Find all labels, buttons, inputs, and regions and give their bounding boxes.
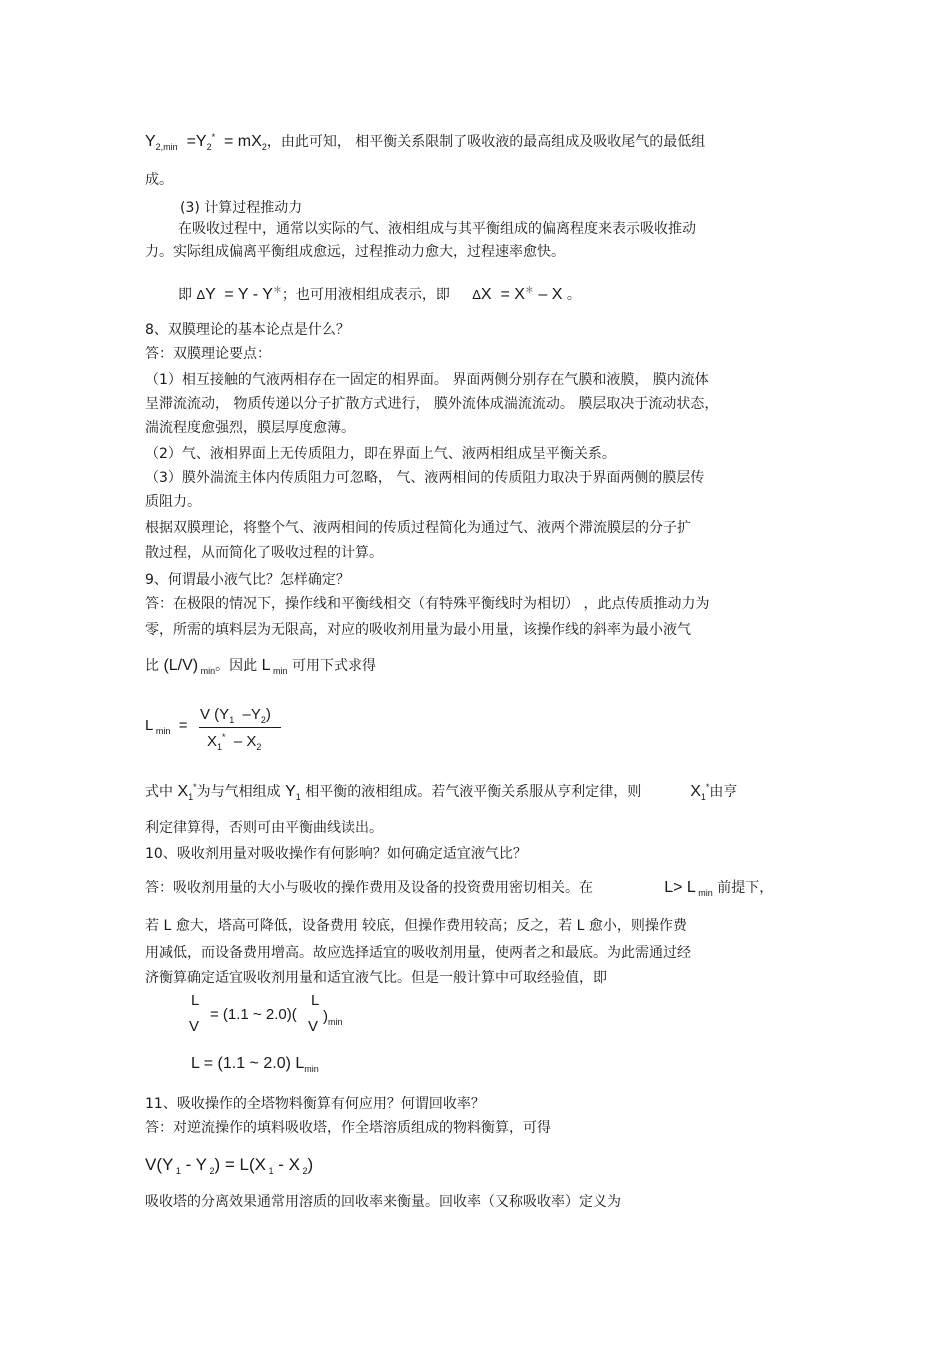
answer-8: 答：双膜理论要点：: [145, 346, 271, 362]
question-11: 11、吸收操作的全塔物料衡算有何应用？何谓回收率？: [145, 1096, 485, 1112]
line-02: 成。: [145, 172, 173, 188]
formula-balance: V(Y $_1$ - Y $_2$) = L(X $_1$ - X $_2$): [145, 1155, 314, 1176]
eq-delta-x: ΔX = X＊ – X: [472, 285, 563, 303]
answer-10c: 若 L 愈大，塔高可降低，设备费用 较底，但操作费用较高；反之，若 L 愈小，则操作费: [145, 918, 687, 934]
line-05: 力。实际组成偏离平衡组成愈远，过程推动力愈大，过程速率愈快。: [145, 244, 565, 260]
answer-11: 答：对逆流操作的填料吸收塔，作全塔溶质组成的物料衡算，可得: [145, 1120, 551, 1136]
line-06: 即 ΔY = Y - Y＊；也可用液相组成表示，即 ΔX = X＊ – X 。: [178, 285, 581, 303]
summary-1: 根据双膜理论，将整个气、液两相间的传质过程简化为通过气、液两个滞流膜层的分子扩: [145, 520, 691, 536]
eq-y1: $Y_1$: [285, 783, 301, 802]
point-1c: 湍流程度愈强烈，膜层厚度愈薄。: [145, 420, 355, 436]
where-line: 式中 $X_1^*$为与气相组成 $Y_1$ 相平衡的液相组成。若气液平衡关系服从亨利定律，则 $X_1^*$由亨: [145, 782, 738, 802]
eq-x1-star-2: $X_1^*$: [690, 782, 710, 802]
answer-10e: 济衡算确定适宜吸收剂用量和适宜液气比。但是一般计算中可取经验值，即: [145, 970, 607, 986]
formula-l: L = (1.1 ~ 2.0) $L_{min}$: [191, 1055, 319, 1074]
question-8: 8、双膜理论的基本论点是什么？: [145, 322, 350, 338]
heading-3: (3) 计算过程推动力: [180, 200, 303, 216]
eq-x1-star: $X_1^*$: [177, 782, 197, 802]
answer-10d: 用减低，而设备费用增高。故应选择适宜的吸收剂用量，使两者之和最底。为此需通过经: [145, 945, 691, 961]
answer-10a: 答：吸收剂用量的大小与吸收的操作费用及设备的投资费用密切相关。在 L> L $_{min}$ 前提下，: [145, 879, 774, 898]
point-1a: （1）相互接触的气液两相存在一固定的相界面。 界面两侧分别存在气膜和液膜， 膜内流体: [145, 372, 709, 388]
answer-9a: 答：在极限的情况下，操作线和平衡线相交（有特殊平衡线时为相切） ，此点传质推动力为: [145, 596, 710, 612]
where-line-2: 利定律算得，否则可由平衡曲线读出。: [145, 820, 383, 836]
eq-delta-y: ΔY = Y - Y＊: [196, 285, 282, 303]
eq-lv-min: (L/V) $_{min}$: [163, 657, 216, 676]
recovery-def: 吸收塔的分离效果通常用溶质的回收率来衡量。回收率（又称吸收率）定义为: [145, 1194, 621, 1210]
question-10: 10、吸收剂用量对吸收操作有何影响？如何确定适宜液气比？: [145, 846, 527, 862]
point-2: （2）气、液相界面上无传质阻力，即在界面上气、液两相组成呈平衡关系。: [145, 446, 616, 462]
line-01: [145, 132, 705, 153]
point-3b: 质阻力。: [145, 494, 201, 510]
eq-l-gt-lmin: L> L $_{min}$: [664, 879, 713, 898]
question-9: 9、何谓最小液气比？怎样确定？: [145, 572, 350, 588]
eq-y2min: $Y_{2,min} =Y_2^* = mX_2$: [145, 132, 267, 152]
text: ，由此可知， 相平衡关系限制了吸收液的最高组成及吸收尾气的最低组: [266, 134, 706, 150]
eq-l-min: L $_{min}$: [261, 657, 288, 676]
point-1b: 呈滞流流动， 物质传递以分子扩散方式进行， 膜外流体成湍流流动。 膜层取决于流动状态，: [145, 396, 719, 412]
line-04: 在吸收过程中，通常以实际的气、液相组成与其平衡组成的偏离程度来表示吸收推动: [178, 221, 696, 237]
point-3a: （3）膜外湍流主体内传质阻力可忽略， 气、液两相间的传质阻力取决于界面两侧的膜层传: [145, 470, 705, 486]
answer-9b: 零，所需的填料层为无限高，对应的吸收剂用量为最小用量，该操作线的斜率为最小液气: [145, 622, 691, 638]
answer-9c: 比 (L/V) $_{min}$。因此 L $_{min}$ 可用下式求得: [145, 657, 376, 676]
summary-2: 散过程，从而简化了吸收过程的计算。: [145, 545, 383, 561]
